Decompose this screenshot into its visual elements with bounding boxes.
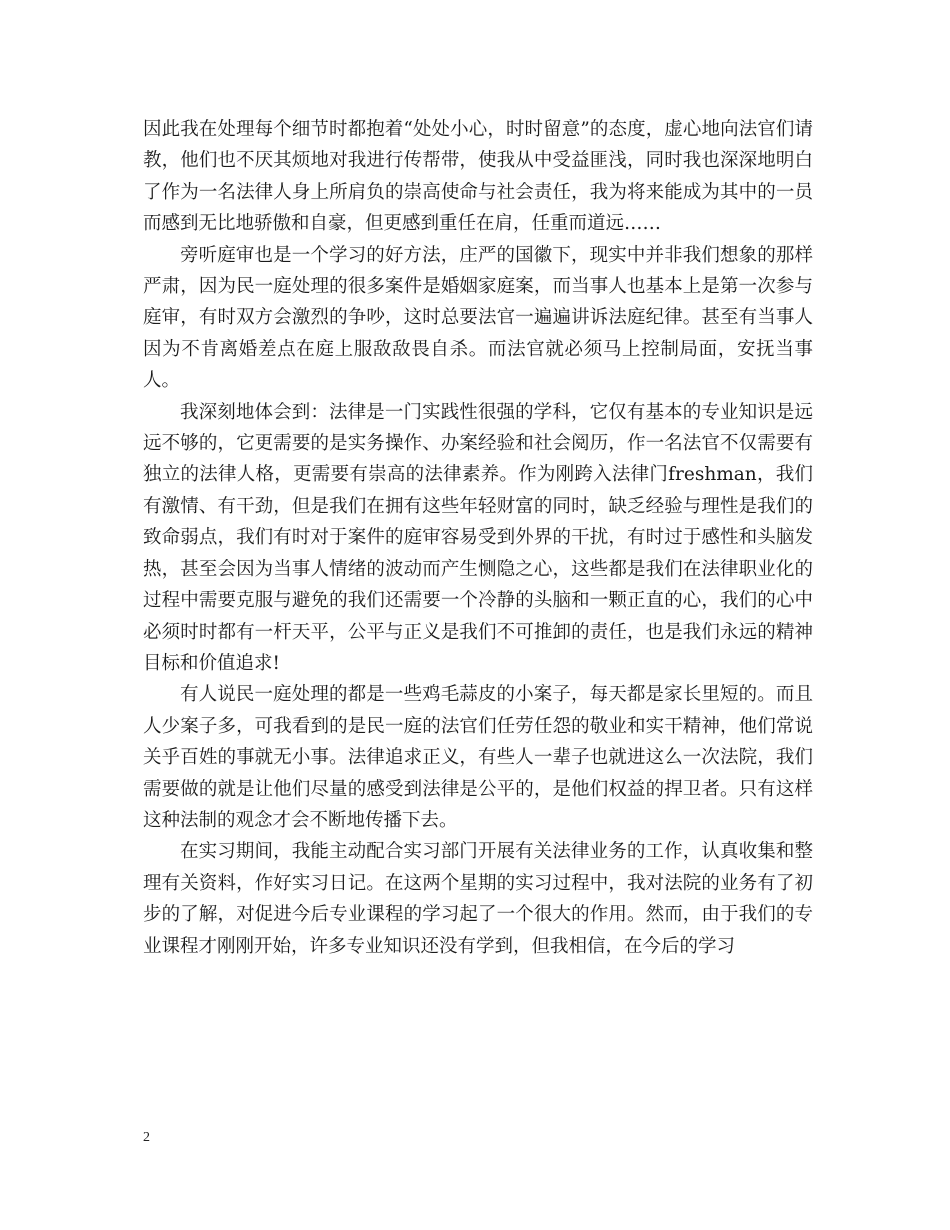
paragraph-5: 在实习期间，我能主动配合实习部门开展有关法律业务的工作，认真收集和整理有关资料，作好实习日记。在这两个星期的实习过程中，我对法院的业务有了初步的了解，对促进今后专业课程的学习起了一个很大的作用。然而，由于我们的专业课程才刚刚开始，许多专业知识还没有学到，但我相信，在今后的学习	[143, 841, 813, 957]
paragraph-2: 旁听庭审也是一个学习的好方法，庄严的国徽下，现实中并非我们想象的那样严肃，因为民一庭处理的很多案件是婚姻家庭案，而当事人也基本上是第一次参与庭审，有时双方会激烈的争吵，这时总要法官一遍遍讲诉法庭纪律。甚至有当事人因为不肯离婚差点在庭上服敌敌畏自杀。而法官就必须马上控制局面，安抚当事人。	[143, 244, 813, 392]
paragraph-3: 我深刻地体会到：法律是一门实践性很强的学科，它仅有基本的专业知识是远远不够的，它更需要的是实务操作、办案经验和社会阅历，作一名法官不仅需要有独立的法律人格，更需要有崇高的法律素养。作为刚跨入法律门freshman，我们有激情、有干劲，但是我们在拥有这些年轻财富的同时，缺乏经验与理性是我们的致命弱点，我们有时对于案件的庭审容易受到外界的干扰，有时过于感性和头脑发热，甚至会因为当事人情绪的波动而产生恻隐之心，这些都是我们在法律职业化的过程中需要克服与避免的我们还需要一个冷静的头脑和一颗正直的心，我们的心中必须时时都有一杆天平，公平与正义是我们不可推卸的责任，也是我们永远的精神目标和价值追求!	[143, 401, 813, 674]
page-number: 2	[143, 1130, 150, 1145]
document-body	[143, 114, 813, 962]
paragraph-1: 因此我在处理每个细节时都抱着“处处小心，时时留意”的态度，虚心地向法官们请教，他们也不厌其烦地对我进行传帮带，使我从中受益匪浅，同时我也深深地明白了作为一名法律人身上所肩负的崇高使命与社会责任，我为将来能成为其中的一员而感到无比地骄傲和自豪，但更感到重任在肩，任重而道远……	[143, 119, 813, 235]
paragraph-4: 有人说民一庭处理的都是一些鸡毛蒜皮的小案子，每天都是家长里短的。而且人少案子多，可我看到的是民一庭的法官们任劳任怨的敬业和实干精神，他们常说关乎百姓的事就无小事。法律追求正义，有些人一辈子也就进这么一次法院，我们需要做的就是让他们尽量的感受到法律是公平的，是他们权益的捍卫者。只有这样这种法制的观念才会不断地传播下去。	[143, 684, 813, 831]
